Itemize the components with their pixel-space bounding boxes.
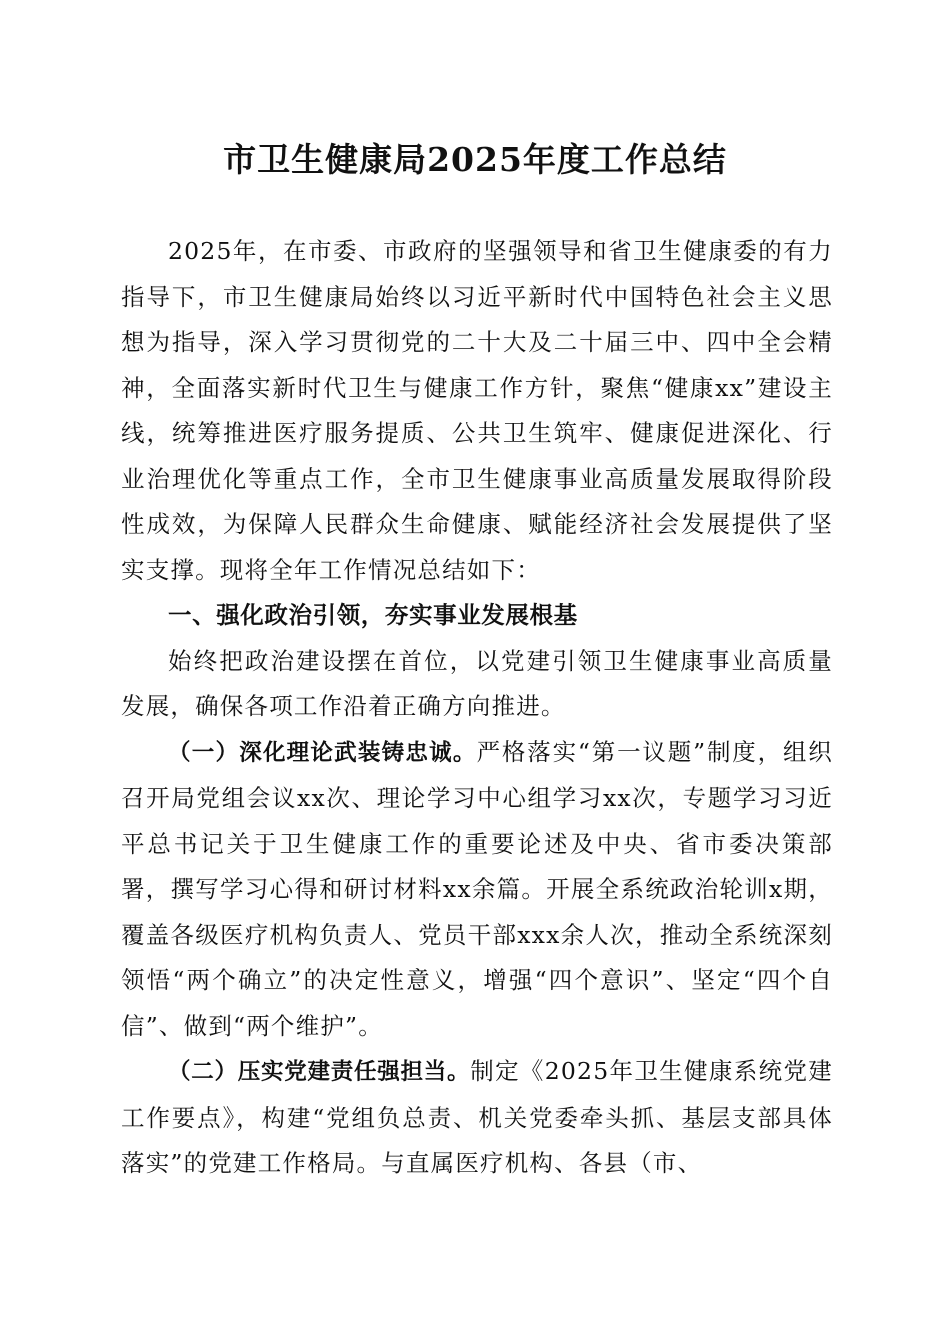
section-1-item-1-paragraph xyxy=(121,730,833,1050)
document-title: 市卫生健康局2025年度工作总结 xyxy=(223,140,727,179)
intro-paragraph: 2025年，在市委、市政府的坚强领导和省卫生健康委的有力指导下，市卫生健康局始终以习近平新时代中国特色社会主义思想为指导，深入学习贯彻党的二十大及二十届三中、四中全会精神，全面落实新时代卫生与健康工作方针，聚焦“健康xx”建设主线，统筹推进医疗服务提质、公共卫生筑牢、健康促进深化、行业治理优化等重点工作，全市卫生健康事业高质量发展取得阶段性成效，为保障人民群众生命健康、赋能经济社会发展提供了坚实支撑。现将全年工作情况总结如下： xyxy=(121,237,833,584)
section-1-heading: 一、强化政治引领，夯实事业发展根基 xyxy=(168,601,578,629)
section-1-item-2-text: 制定《2025年卫生健康系统党建工作要点》，构建“党组负总责、机关党委牵头抓、基层支部具体落实”的党建工作格局。与直属医疗机构、各县（市、 xyxy=(121,1057,833,1177)
section-1-item-2-paragraph xyxy=(121,1049,833,1187)
section-1-item-1-text: 严格落实“第一议题”制度，组织召开局党组会议xx次、理论学习中心组学习xx次，专题学习习近平总书记关于卫生健康工作的重要论述及中央、省市委决策部署，撰写学习心得和研讨材料xx余篇。开展全系统政治轮训x期，覆盖各级医疗机构负责人、党员干部xxx余人次，推动全系统深刻领悟“两个确立”的决定性意义，增强“四个意识”、坚定“四个自信”、做到“两个维护”。 xyxy=(121,737,833,1040)
section-1-item-1-lead: （一）深化理论武装铸忠诚。 xyxy=(168,739,477,766)
section-1-item-2-lead: （二）压实党建责任强担当。 xyxy=(168,1059,471,1085)
section-1-intro-paragraph: 始终把政治建设摆在首位，以党建引领卫生健康事业高质量发展，确保各项工作沿着正确方向推进。 xyxy=(121,646,833,720)
document-body xyxy=(121,229,833,1187)
